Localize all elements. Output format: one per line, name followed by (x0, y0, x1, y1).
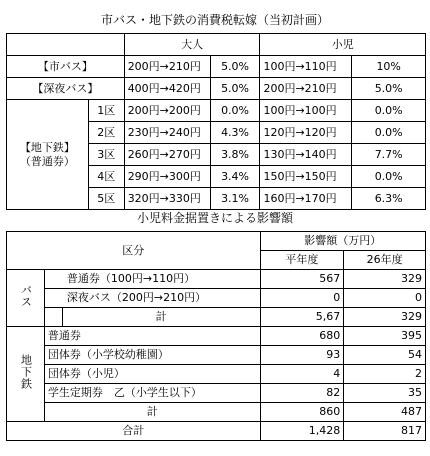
adult-header: 大人 (124, 34, 260, 56)
bus-label-text: バス (19, 284, 33, 308)
child-fare: 150円→150円 (260, 166, 352, 188)
table-row (7, 308, 426, 327)
fare-table-title: 市バス・地下鉄の消費税転嫁（当初計画） (100, 13, 329, 27)
subway-label (7, 327, 45, 422)
child-rate: 0.0% (352, 122, 426, 144)
adult-rate: 0.0% (210, 100, 260, 122)
table-row (7, 384, 426, 403)
value-year2: 2 (344, 365, 426, 384)
subway-label-text: 地下鉄 (19, 354, 33, 390)
value-year1: 4 (260, 365, 344, 384)
value-year1: 567 (260, 270, 344, 289)
child-rate: 0.0% (352, 100, 426, 122)
value-year1: 0 (260, 289, 344, 308)
zone-label: 3区 (88, 144, 124, 166)
zone-label: 1区 (88, 100, 124, 122)
value-year1: 860 (260, 403, 344, 422)
value-year2: 35 (344, 384, 426, 403)
zone-label: 4区 (88, 166, 124, 188)
table-row (7, 78, 426, 100)
table-row (7, 289, 426, 308)
fare-table (6, 33, 426, 210)
subway-label (7, 100, 89, 210)
bus-label (7, 270, 45, 327)
subtotal-label: 計 (44, 403, 260, 422)
child-fare: 120円→120円 (260, 122, 352, 144)
adult-fare: 230円→240円 (124, 122, 210, 144)
child-fare: 130円→140円 (260, 144, 352, 166)
year1-header: 平年度 (260, 251, 344, 270)
adult-rate: 4.3% (210, 122, 260, 144)
child-fare: 100円→100円 (260, 100, 352, 122)
value-year2: 54 (344, 346, 426, 365)
child-rate: 0.0% (352, 166, 426, 188)
value-year2: 487 (344, 403, 426, 422)
value-year2: 395 (344, 327, 426, 346)
value-year1: 82 (260, 384, 344, 403)
value-year1: 93 (260, 346, 344, 365)
impact-table-title: 小児料金据置きによる影響額 (136, 211, 293, 225)
subtotal-label: 計 (62, 308, 260, 327)
child-rate: 5.0% (352, 78, 426, 100)
child-rate: 10% (352, 56, 426, 78)
value-year2: 329 (344, 308, 426, 327)
corner-cell (7, 34, 125, 56)
row-label: 深夜バス（200円→210円） (44, 289, 260, 308)
impact-table (6, 231, 426, 441)
table-row (7, 270, 426, 289)
table-row (7, 346, 426, 365)
adult-rate: 5.0% (210, 78, 260, 100)
child-header: 小児 (260, 34, 426, 56)
value-year2: 0 (344, 289, 426, 308)
adult-rate: 3.1% (210, 188, 260, 210)
adult-fare: 290円→300円 (124, 166, 210, 188)
value-year2: 329 (344, 270, 426, 289)
adult-fare: 400円→420円 (124, 78, 210, 100)
child-fare: 100円→110円 (260, 56, 352, 78)
child-fare: 160円→170円 (260, 188, 352, 210)
value-year1: 680 (260, 327, 344, 346)
table-row (7, 56, 426, 78)
adult-fare: 200円→210円 (124, 56, 210, 78)
zone-label: 5区 (88, 188, 124, 210)
impact-header: 影響額（万円） (260, 232, 425, 251)
child-fare: 200円→210円 (260, 78, 352, 100)
adult-rate: 3.8% (210, 144, 260, 166)
child-rate: 7.7% (352, 144, 426, 166)
subway-label-line1: 【地下鉄】 (19, 140, 75, 154)
row-label: 普通券 (44, 327, 260, 346)
row-label: 団体券（小児） (44, 365, 260, 384)
row-label: 【深夜バス】 (7, 78, 125, 100)
table-row (7, 100, 426, 122)
row-label: 【市バス】 (7, 56, 125, 78)
row-label: 普通券（100円→110円） (44, 270, 260, 289)
row-label: 学生定期券 乙（小学生以下） (44, 384, 260, 403)
adult-fare: 320円→330円 (124, 188, 210, 210)
year2-header: 26年度 (344, 251, 426, 270)
adult-rate: 5.0% (210, 56, 260, 78)
adult-fare: 200円→200円 (124, 100, 210, 122)
value-year1: 1,428 (260, 422, 344, 441)
subway-label-line2: （普通券） (19, 154, 75, 168)
adult-fare: 260円→270円 (124, 144, 210, 166)
row-label: 団体券（小学校幼稚園） (44, 346, 260, 365)
indent-cell (44, 308, 62, 327)
category-header: 区分 (7, 232, 261, 270)
zone-label: 2区 (88, 122, 124, 144)
grand-total-label: 合計 (7, 422, 261, 441)
value-year2: 817 (344, 422, 426, 441)
table-row (7, 327, 426, 346)
table-row (7, 365, 426, 384)
child-rate: 6.3% (352, 188, 426, 210)
table-row (7, 422, 426, 441)
adult-rate: 3.4% (210, 166, 260, 188)
table-row (7, 403, 426, 422)
value-year1: 5,67 (260, 308, 344, 327)
